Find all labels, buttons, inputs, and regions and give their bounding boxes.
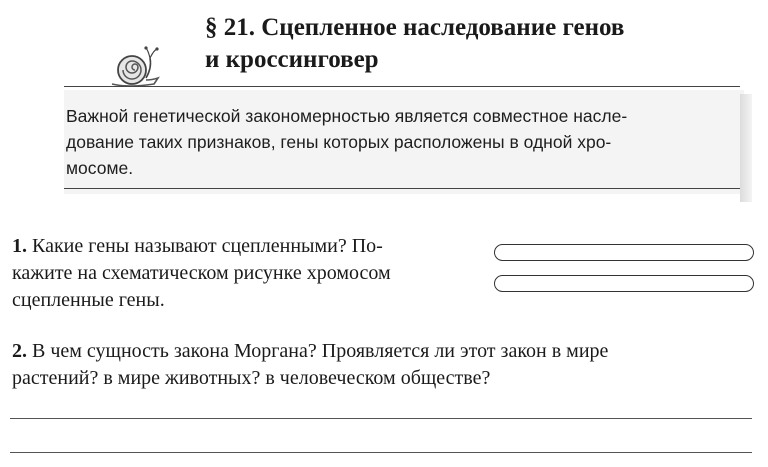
question-2-line <box>12 338 757 365</box>
question-1-line <box>12 233 482 260</box>
title-line-2: и кроссинговер <box>205 46 379 73</box>
intro-line: мосоме. <box>66 158 134 178</box>
question-2-line: растений? в мире животных? в человеческом обществе? <box>12 367 491 389</box>
intro-rule <box>64 188 740 189</box>
intro-box-shadow <box>740 94 752 202</box>
question-1-line: кажите на схематическом рисунке хромосом <box>12 262 391 284</box>
question-1-text: Какие гены называют сцепленными? По- <box>32 235 383 257</box>
answer-line[interactable] <box>10 452 752 453</box>
question-1-line: сцепленные гены. <box>12 289 165 311</box>
question-2-text: В чем сущность закона Моргана? Проявляется ли этот закон в мире <box>32 340 609 362</box>
question-2-number: 2. <box>12 340 27 362</box>
chromosome-icon[interactable] <box>494 244 754 261</box>
question-2 <box>12 338 757 392</box>
answer-line[interactable] <box>10 418 752 419</box>
question-1-number: 1. <box>12 235 27 257</box>
title-rule <box>64 86 740 87</box>
intro-line: дование таких признаков, гены которых расположены в одной хро- <box>66 132 612 152</box>
chromosome-icon[interactable] <box>494 275 754 292</box>
question-1 <box>12 233 482 314</box>
title-line-1: § 21. Сцепленное наследование генов <box>205 14 625 41</box>
intro-line: Важной генетической закономерностью является совместное насле- <box>66 106 628 126</box>
snail-icon <box>108 44 164 92</box>
page-title <box>205 12 624 76</box>
intro-text <box>66 103 736 181</box>
